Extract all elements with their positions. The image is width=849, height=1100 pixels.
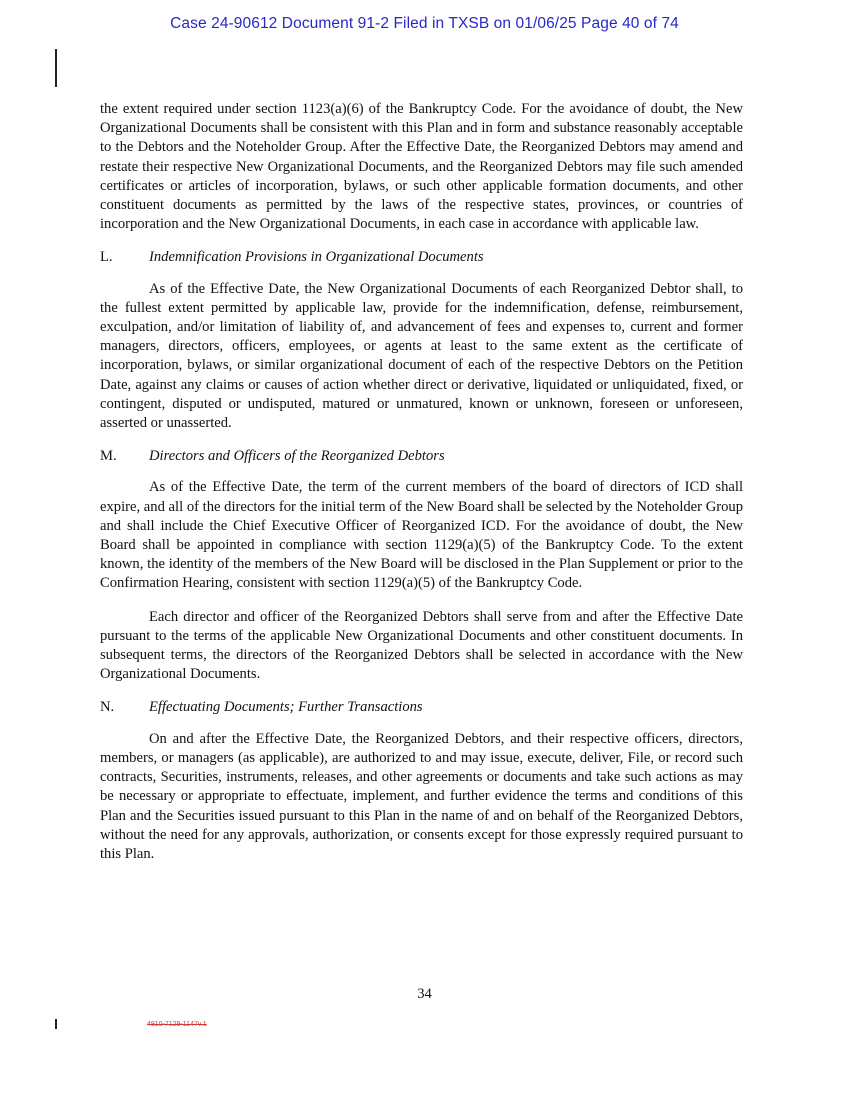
section-m-paragraph-1: As of the Effective Date, the term of the current members of the board of directors of ICD shall expire, and all of the directors for the initial term of the New Board shall be selected by the Noteholder Group and shall include the Chief Executive Officer of Reorganized ICD. For the avoidance of doubt, the New Board shall be appointed in compliance with section 1129(a)(5) of the Bankruptcy Code. To the extent known, the identity of the members of the New Board will be disclosed in the Plan Supplement or prior to the Confirmation Hearing, consistent with section 1129(a)(5) of the Bankruptcy Code.	[100, 479, 743, 592]
section-title: Directors and Officers of the Reorganized Debtors	[149, 448, 445, 465]
section-letter: L.	[100, 249, 113, 266]
section-m-paragraph-2: Each director and officer of the Reorganized Debtors shall serve from and after the Effective Date pursuant to the terms of the applicable New Organizational Documents and other constituent documents. In subsequent terms, the directors of the Reorganized Debtors shall be selected in accordance with the New Organizational Documents.	[100, 608, 743, 683]
section-title: Effectuating Documents; Further Transactions	[149, 699, 423, 716]
section-heading-m	[100, 447, 743, 466]
section-title: Indemnification Provisions in Organizational Documents	[149, 249, 484, 266]
section-letter: N.	[100, 699, 115, 716]
section-heading-n	[100, 698, 743, 717]
page-number: 34	[417, 986, 432, 1002]
section-heading-l	[100, 248, 743, 267]
revision-bar	[55, 1019, 57, 1029]
section-letter: M.	[100, 448, 117, 465]
revision-bar	[55, 49, 57, 87]
document-body	[100, 100, 743, 864]
section-l-paragraph: As of the Effective Date, the New Organizational Documents of each Reorganized Debtor shall, to the fullest extent permitted by applicable law, provide for the indemnification, defense, reimbursement, exculpation, and/or limitation of liability of, and advancement of fees and expenses to, current and former managers, directors, officers, employees, or agents at least to the same extent as the certificate of incorporation, bylaws, or similar organizational document of each of the respective Debtors on the Petition Date, against any claims or causes of action whether direct or derivative, liquidated or unliquidated, fixed, or contingent, disputed or undisputed, matured or unmatured, known or unknown, foreseen or unforeseen, asserted or unasserted.	[100, 280, 743, 432]
case-header: Case 24-90612 Document 91-2 Filed in TXSB on 01/06/25 Page 40 of 74	[170, 15, 679, 32]
document-id: 4910-7129-1147v.1	[147, 1021, 207, 1028]
intro-paragraph: the extent required under section 1123(a)(6) of the Bankruptcy Code. For the avoidance of doubt, the New Organizational Documents shall be consistent with this Plan and in form and substance reasonably acceptable to the Debtors and the Noteholder Group. After the Effective Date, the Reorganized Debtors may amend and restate their respective New Organizational Documents, and the Reorganized Debtors may file such amended certificates or articles of incorporation, bylaws, or such other applicable formation documents, and other constituent documents as permitted by the laws of the respective states, provinces, or countries of incorporation and the New Organizational Documents, in each case in accordance with applicable law.	[100, 101, 743, 233]
section-n-paragraph: On and after the Effective Date, the Reorganized Debtors, and their respective officers, directors, members, or managers (as applicable), are authorized to and may issue, execute, deliver, File, or record such contracts, Securities, instruments, releases, and other agreements or documents and take such actions as may be necessary or appropriate to effectuate, implement, and further evidence the terms and conditions of this Plan and the Securities issued pursuant to this Plan in the name of and on behalf of the Reorganized Debtors, without the need for any approvals, authorization, or consents except for those expressly required pursuant to this Plan.	[100, 730, 743, 862]
